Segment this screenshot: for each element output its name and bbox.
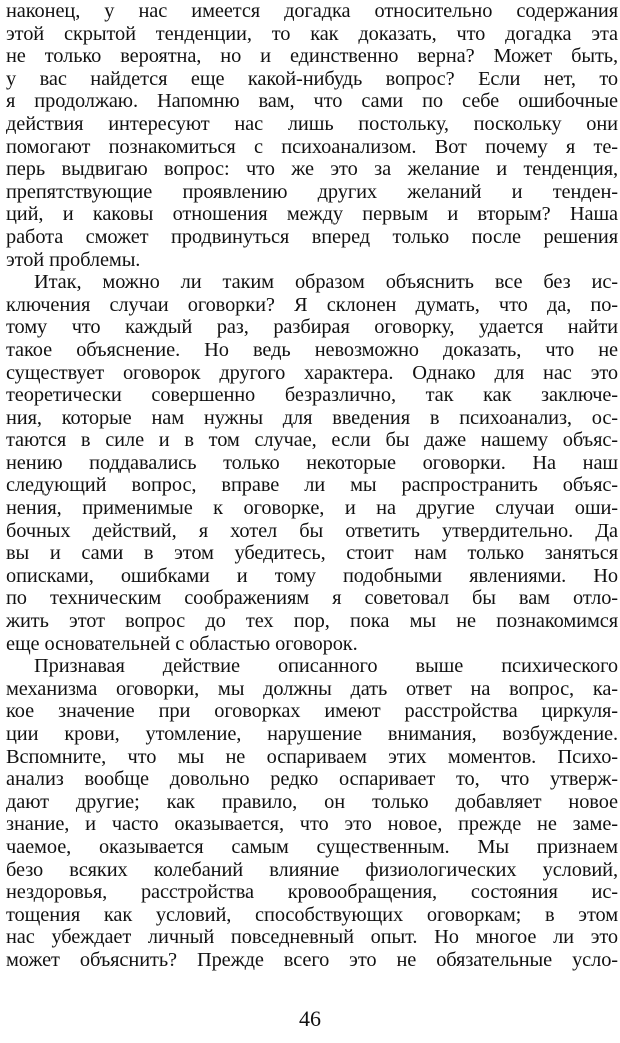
text-line: нездоровья, расстройства кровообращения, состояния ис- — [6, 881, 618, 904]
text-line: нения, применимые к оговорке, и на другие случаи оши- — [6, 497, 618, 520]
text-line: нас убеждает личный повседневный опыт. Но многое ли это — [6, 926, 618, 949]
paragraph — [6, 0, 618, 271]
text-line: такое объяснение. Но ведь невозможно доказать, что не — [6, 338, 618, 361]
paragraph — [6, 655, 618, 971]
page-number: 46 — [299, 1006, 321, 1031]
text-line: Признавая действие описанного выше психического — [34, 655, 618, 678]
text-line: механизма оговорки, мы должны дать ответ на вопрос, ка- — [6, 677, 618, 700]
text-line: работа сможет продвинуться вперед только после решения — [6, 225, 618, 248]
text-line: знание, и часто оказывается, что это новое, прежде не заме- — [6, 813, 618, 836]
text-line: перь выдвигаю вопрос: что же это за желание и тенденция, — [6, 158, 618, 181]
text-line: безо всяких колебаний влияние физиологических условий, — [6, 858, 618, 881]
text-line: наконец, у нас имеется догадка относительно содержания — [6, 0, 618, 22]
text-line: действия интересуют нас лишь постольку, поскольку они — [6, 112, 618, 135]
text-line: анализ вообще довольно редко оспаривает то, что утверж- — [6, 768, 618, 791]
text-line: я продолжаю. Напомню вам, что сами по себе ошибочные — [6, 90, 618, 113]
text-line: тощения как условий, способствующих оговоркам; в этом — [6, 903, 618, 926]
body-text — [6, 0, 618, 972]
text-line: нению поддавались только некоторые оговорки. На наш — [6, 451, 618, 474]
text-line: еще основательней с областью оговорок. — [6, 632, 358, 655]
text-line: жить этот вопрос до тех пор, пока мы не познакомимся — [6, 610, 618, 633]
text-line: чаемое, оказывается самым существенным. Мы признаем — [6, 835, 618, 858]
text-line: кое значение при оговорках имеют расстройства циркуля- — [6, 700, 618, 723]
text-line: этой проблемы. — [6, 248, 141, 271]
text-line: по техническим соображениям я советовал бы вам отло- — [6, 587, 618, 610]
text-line: не только вероятна, но и единственно верна? Может быть, — [6, 45, 618, 68]
text-line: таются в силе и в том случае, если бы даже нашему объяс- — [6, 429, 618, 452]
text-line: препятствующие проявлению других желаний и тенден- — [6, 180, 618, 203]
text-line: следующий вопрос, вправе ли мы распространить объяс- — [6, 474, 618, 497]
paragraph — [6, 271, 618, 655]
text-line: помогают познакомиться с психоанализом. Вот почему я те- — [6, 135, 618, 158]
text-line: Вспомните, что мы не оспариваем этих моментов. Психо- — [6, 745, 618, 768]
text-line: у вас найдется еще какой-нибудь вопрос? Если нет, то — [6, 67, 618, 90]
text-line: существует оговорок другого характера. Однако для нас это — [6, 361, 618, 384]
text-line: ключения случаи оговорки? Я склонен думать, что да, по- — [6, 293, 618, 316]
text-line: этой скрытой тенденции, то как доказать, что догадка эта — [6, 22, 618, 45]
text-line: ния, которые нам нужны для введения в психоанализ, ос- — [6, 406, 618, 429]
text-line: вы и сами в этом убедитесь, стоит нам только заняться — [6, 542, 618, 565]
text-line: описками, ошибками и тому подобными явлениями. Но — [6, 564, 618, 587]
text-line: теоретически совершенно безразлично, так как заключе- — [6, 384, 618, 407]
text-line: бочных действий, я хотел бы ответить утвердительно. Да — [6, 519, 618, 542]
text-line: может объяснить? Прежде всего это не обязательные усло- — [6, 948, 618, 971]
text-line: ции крови, утомление, нарушение внимания, возбуждение. — [6, 723, 618, 745]
text-line: дают другие; как правило, он только добавляет новое — [6, 790, 618, 813]
text-line: ций, и каковы отношения между первым и вторым? Наша — [6, 203, 618, 226]
text-line: Итак, можно ли таким образом объяснить все без ис- — [34, 271, 618, 294]
text-line: тому что каждый раз, разбирая оговорку, удается найти — [6, 316, 618, 339]
